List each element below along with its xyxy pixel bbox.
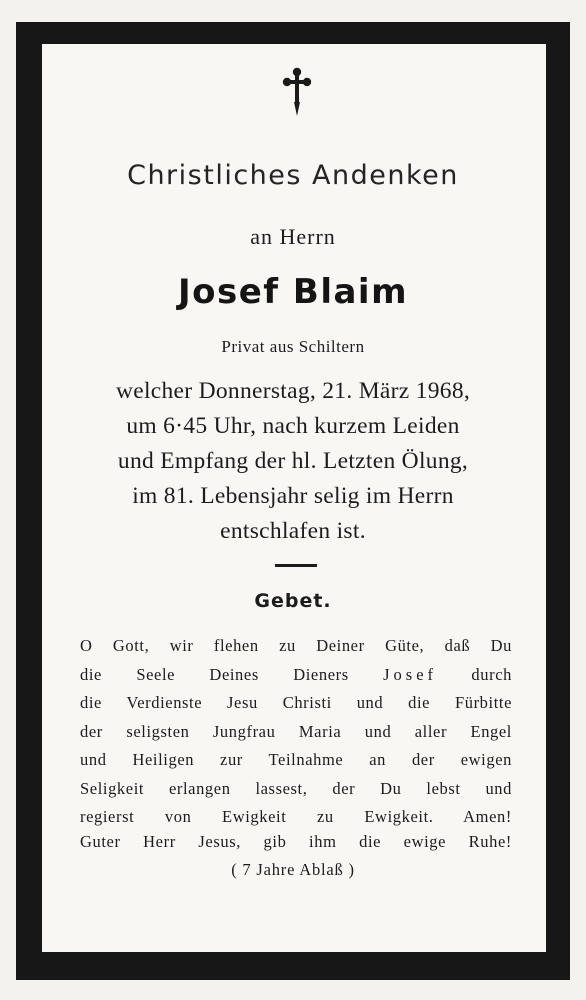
indulgence-note: ( 7 Jahre Ablaß ) <box>231 860 355 879</box>
prayer-name-josef: Josef <box>383 664 438 684</box>
death-notice <box>0 374 586 549</box>
prayer-text <box>80 632 512 832</box>
deceased-name: Josef Blaim <box>177 272 409 312</box>
prayer-line: Seligkeit erlangen lassest, der Du lebst und <box>80 778 512 798</box>
prayer-line-start: die Seele Deines Dieners <box>80 664 349 684</box>
prayer-line <box>80 661 512 690</box>
prayer-heading: Gebet. <box>254 590 332 612</box>
prayer-line-end: durch <box>471 664 512 684</box>
death-notice-line: entschlafen ist. <box>220 518 366 544</box>
card-title: Christliches Andenken <box>127 160 459 191</box>
salutation: an Herrn <box>250 224 336 249</box>
origin-line: Privat aus Schiltern <box>221 337 365 356</box>
closing-line: Guter Herr Jesus, gib ihm die ewige Ruhe! <box>80 832 512 851</box>
death-notice-line: und Empfang der hl. Letzten Ölung, <box>117 448 469 474</box>
prayer-line: regierst von Ewigkeit zu Ewigkeit. Amen! <box>80 807 512 826</box>
death-notice-line: im 81. Lebensjahr selig im Herrn <box>132 483 454 509</box>
prayer-line: O Gott, wir flehen zu Deiner Güte, daß Du <box>80 636 512 655</box>
prayer-line: der seligsten Jungfrau Maria und aller Engel <box>80 721 512 741</box>
cross-icon <box>282 66 312 118</box>
divider <box>275 564 317 567</box>
prayer-line: die Verdienste Jesu Christi und die Fürbitte <box>80 693 512 712</box>
prayer-line: und Heiligen zur Teilnahme an der ewigen <box>80 750 512 769</box>
death-notice-line: um 6·45 Uhr, nach kurzem Leiden <box>126 413 460 439</box>
death-notice-line: welcher Donnerstag, 21. März 1968, <box>115 378 471 404</box>
